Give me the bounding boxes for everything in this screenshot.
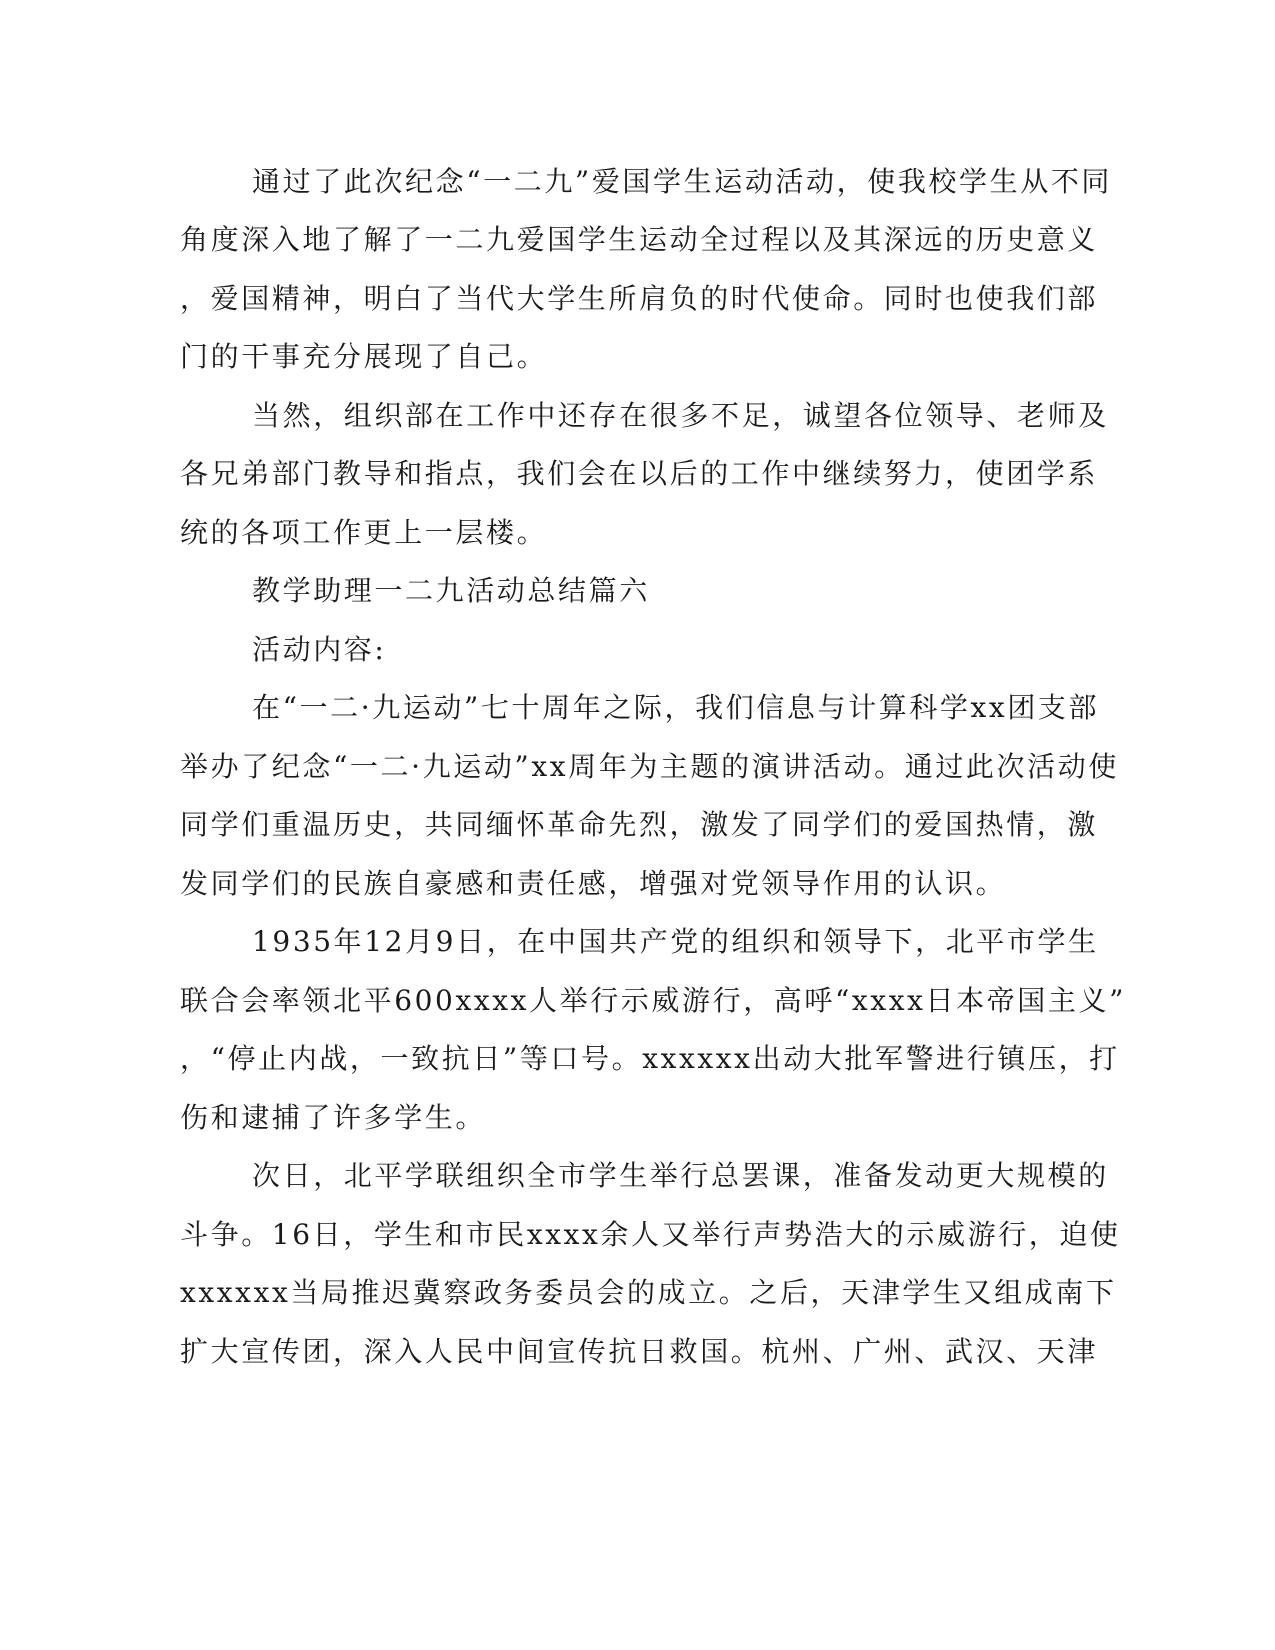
paragraph-3-line-2: 举办了纪念“一二·九运动”xx周年为主题的演讲活动。通过此次活动使 <box>180 750 1119 783</box>
section-heading: 教学助理一二九活动总结篇六 <box>252 574 650 607</box>
paragraph-5-line-2: 斗争。16日，学生和市民xxxx余人又举行声势浩大的示威游行，迫使 <box>180 1218 1121 1251</box>
paragraph-3-line-4: 发同学们的民族自豪感和责任感，增强对党领导作用的认识。 <box>180 867 1007 900</box>
paragraph-3-line-3: 同学们重温历史，共同缅怀革命先烈，激发了同学们的爱国热情，激 <box>180 808 1099 841</box>
paragraph-4-line-4: 伤和逮捕了许多学生。 <box>180 1101 487 1134</box>
paragraph-5-line-4: 扩大宣传团，深入人民中间宣传抗日救国。杭州、广州、武汉、天津 <box>180 1335 1099 1368</box>
paragraph-1-line-3: ，爱国精神，明白了当代大学生所肩负的时代使命。同时也使我们部 <box>180 282 1099 315</box>
paragraph-2-line-2: 各兄弟部门教导和指点，我们会在以后的工作中继续努力，使团学系 <box>180 457 1099 490</box>
paragraph-1-line-1: 通过了此次纪念“一二九”爱国学生运动活动，使我校学生从不同 <box>252 165 1113 198</box>
activity-content-label: 活动内容: <box>252 633 387 666</box>
paragraph-2-line-1: 当然，组织部在工作中还存在很多不足，诚望各位领导、老师及 <box>252 399 1109 432</box>
paragraph-1-line-4: 门的干事充分展现了自己。 <box>180 340 548 373</box>
paragraph-5-line-3: xxxxxx当局推迟冀察政务委员会的成立。之后，天津学生又组成南下 <box>180 1276 1117 1309</box>
paragraph-2-line-3: 统的各项工作更上一层楼。 <box>180 516 548 549</box>
paragraph-1-line-2: 角度深入地了解了一二九爱国学生运动全过程以及其深远的历史意义 <box>180 223 1099 256</box>
paragraph-3-line-1: 在“一二·九运动”七十周年之际，我们信息与计算科学xx团支部 <box>252 691 1100 724</box>
paragraph-4-line-2: 联合会率领北平600xxxx人举行示威游行，高呼“xxxx日本帝国主义” <box>180 984 1127 1017</box>
paragraph-4-line-3: ，“停止内战，一致抗日”等口号。xxxxxx出动大批军警进行镇压，打 <box>180 1042 1120 1075</box>
paragraph-5-line-1: 次日，北平学联组织全市学生举行总罢课，准备发动更大规模的 <box>252 1159 1109 1192</box>
paragraph-4-line-1: 1935年12月9日，在中国共产党的组织和领导下，北平市学生 <box>252 925 1099 958</box>
